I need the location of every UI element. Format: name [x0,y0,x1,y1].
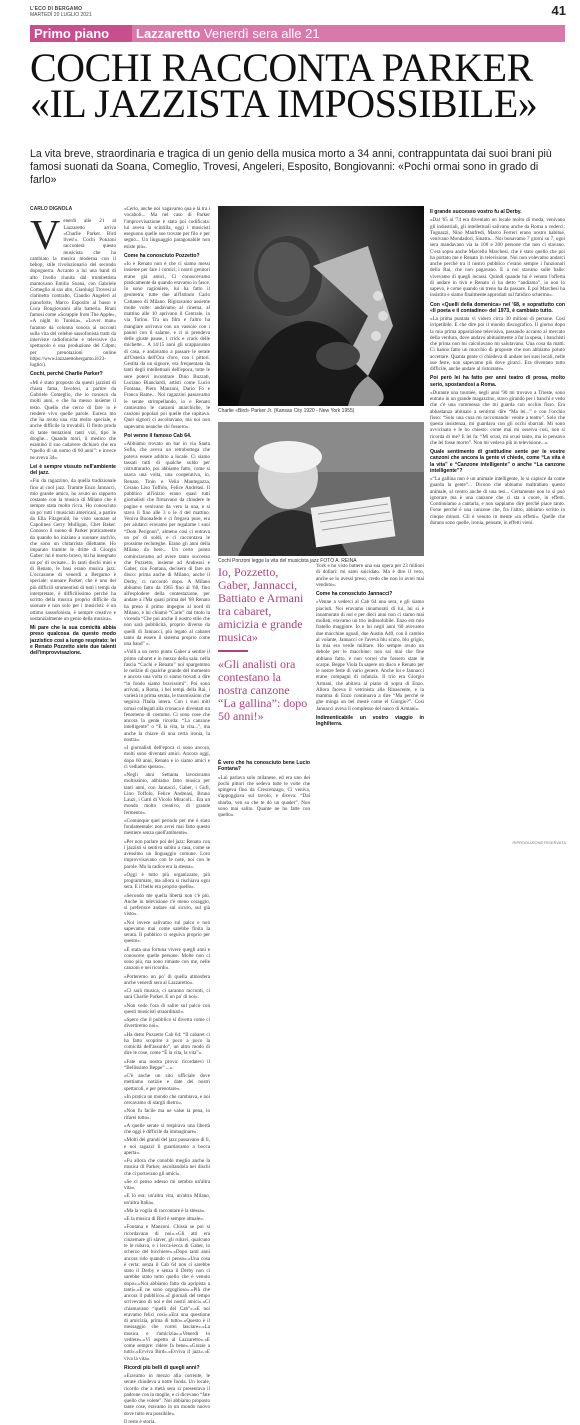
headline [30,45,565,126]
answer: «La prima puntata vi videro circa 30 milioni di persone. Così irripetibile. E che dire poi il mondo discografico. Il giorno dopo la mia prima apparizione televisiva, passando accanto al mercato della verdura, dove andavo abitualmente a far la spesa, i banchisti che prima non mi calcolavano mi salutavano. Una cosa da matti. Ci hanno fatto un mucchio di proposte che non abbiamo potuto accettare. Quanta gente ci chiedeva di andare nei suoi locali, nelle sue feste, non sapevamo più dove girarci. Era diventato tutto difficile, anche andare al ristorante». [430,316,565,372]
answer: «Abbiamo trovato un bar in via Santa Sofia, che aveva un retrobottega che poteva essere adibito a locale. Ci siamo tassati tutti di qualche soldo per ristrutturarlo, poi abbiamo fatto, come si usava una volta, una cooperativa, io, Renato, Tinin e Velia Mantegazza, Cerano Liso Toffolo, Felice Andreasi. Il pubblico all'inizio erano quasi tutti giornalisti che firmavano da chiudere le pagine e venivano da vero la una, e si stava lì fino alle 3 o le 4 del mattino. Veniva Buonafede e ci fregava pure, era per aiutarci eravamo per regalarne i suoi “Dom Perignon”, almeno così ci entrava un po' di soldi, e ci raccontava le prossime recluteghe. Erano gli anni della Milano da bere... Un certo punto cominciavamo ad avere tanto successo che Pozzetto, insieme ad Andreasi e Gaber, con Fontana, decisero di fare un disco: prima anche di Milano, anche il Derby, ci raccontò dopo. A Milano abbiamo fatto da 1965 fino al '68, fino all'esplodere della contestazione, per andare a l'Ma quasi prima del '68 Renato ha preso il primo impegno al nord di Milano, e lui chiamò “Carie” dal titolo la vicenda “Che poi anche il nostro stile che non sarà pubblicità, proprio diverso da quelli di Jannacci, più legato al cabaret tanto da essere il sistema proprio come una band” ». [124,441,210,647]
question: Come ha conosciuto Jannacci? [316,591,393,597]
answer: Il resto è storia. [124,1418,156,1425]
answer: «Se ci penso adesso mi sembra un'altra vita». [124,1178,210,1191]
answer: «Per non parlare poi del jazz: Renato con i jazzisti si sentiva subito a casa, come se avessimo un linguaggio comune. Loro improvvisavano con le note, noi con le parole. Ma la radice era la stessa». [124,838,210,870]
article-column-3 [430,206,565,836]
answer: «Dal '65 al '74 era diventato un locale molto di moda, venivano gli industriali, gli intellettuali salivano anche da Roma a vederci: Tognazzi, Nino Manfredi, Marco Ferreri erano nostro habitué, venivano Mondadori, Sinatra... Noi bonavamo 7 giorni su 7, ogni sera mandavano via la 100 e 200 persone che non ci stavano. C'era sopra anche Marcello Marchesi, che è stato quello che poi ha portato me e Renato in televisione. Noi non volevamo andarci anche perché tra il nostro pubblico c'erano sempre i funzionari della Rai, che non pagavano. E a noi stavano sulle balle: vivevamo di quegli incassi. Quindi quando lui è venuto l'offerta di andare in tivù e Renato ci ha detto “andiamo”, io non lo sapevo, è come quando un treno ha da passare. E poi Marchesi ha insistito e siamo finalmente approdati sul fatidico schermo». [430,217,565,299]
answer: «Ma la voglia di raccontare è la stessa». [124,1207,206,1214]
deck: La vita breve, straordinaria e tragica di un genio della musica morto a 34 anni, contrappuntata dai suoi brani più famosi suonati da Soana, Comeglio, Trovesi, Angeleri, Esposito, Bongiovanni: «Pochi ormai sono in grado di farlo» [30,148,552,186]
answer: «Comunque quel periodo per me è stato fondamentale: non avrei mai fatto questo mestiere senza quell'ambiente». [124,817,210,837]
answer: «È stata una fortuna vivere quegli anni e conoscere quelle persone. Molte non ci sono più, ma sono rimaste con me, nelle canzoni e nei ricordi». [124,946,210,972]
question: Il grande successo vostro fu al Derby. [430,209,522,215]
answer: «A quelle serate si respirava una libertà che oggi è difficile da immaginare». [124,1122,210,1135]
answer: «I giornalisti dell'epoca ci sono ancora, molti sono diventati amici. Ancora oggi, dopo 60 anni, Renato e io siamo amici e ci vediamo spesso». [124,745,210,770]
byline: CARLO DIGNOLA [30,206,73,212]
article-column-4 [316,563,424,833]
pull-quote-2: «Gli analisti ora contestano la nostra canzone “La gallina”: dopo 50 anni!» [218,657,308,723]
answer: «Volli a un certo punto Gaber a sentire il primo cabaret e in mezzo della sala: nella fascia “Cochi e Renato” noi spargemmo le notizie di qualche grande del momento e ancora una volta ci siamo trovati a dire “in fondo siamo bravissimi”. Poi sono arrivati, a Roma, i bei tempi della Rai, i varietà in prima serata, le trasmissioni che seguiva l'Italia intera. Con i suoi miti ormai collegati alla cronaca e diventati un fenomeno di costume. Ci sono cose che ancora la gente ricorda: “La canzone intelligente” o “E la vita, la vita...”, ma anche la chiave di una certa ironia, la nostra». [124,649,210,743]
answer: «In pratica un mondo che cambiava, e noi cercavamo di stargli dietro». [124,1093,210,1106]
question: Lei è sempre vissuto nell'ambiente del jazz. [30,463,116,476]
answer: «C'è anche un sito ufficiale dove mettiamo notizie e date dei nostri spettacoli, e per prenotare». [124,1073,210,1092]
section-tag [132,25,565,42]
reader-photo [218,422,424,556]
answer: «Porteremo un po' di quella atmosfera anche venerdì sera al Lazzaretto». [124,973,210,986]
headline-line1: COCHI RACCONTA PARKER [30,45,533,90]
answer: «Ha detto Pozzetto Cab 64: “Il cabaret ci ha fatto scoprire a poco a poco la comicità dell'assurdo”, un altro modo di dire le cose, come “È la vita, la vita”». [124,1031,210,1057]
answer: «Non vedo l'ora di salire sul palco con questi musicisti straordinari». [124,1002,210,1015]
tag-when: Venerdì sera alle 21 [203,26,320,41]
answer: «“La gallina non è un animale intelligente, lo si capisce da come guarda la gente”... Dicono che abbiamo maltrattato questo animale, al centro anche di una tesi... Certamente non lo si può ignorare ma è una canzone che ci sta a cuore, in effetti. Continuiamo a cantarla, e non sappiamo dire perché piace tanto. Forse perché è una canzone che, fra l'altro, abbiamo scritto in cinque minuti. Gli è venuto in mente «in effetti». Quelle che durano sono quelle, ironia, pensate, in effetti vieni. [430,476,565,526]
question: Con «Quelli della domenica» nel '68, e soprattutto con «Il poeta e il contadino» del 1973, è cambiato tutto. [430,301,565,314]
question: Poi però lei ha fatto per anni teatro di prosa, molto serio, spostandosi a Roma. [430,375,565,388]
drop-cap: V [30,213,61,260]
answer: «Fontana e Manzoni. Chissà se poi si ricordavano di noi».«Gli atti era cinzemare gli slaver, gli rubavi, qualcuno te le rubava, e i lecca-lecca di Gaber, lo scherzo del bicchiere».«Dopo tanti anni ancora rido quando ci penso».«Una cosa è certa: senza il Cab 64 non ci sarebbe stato il Derby e senza il Derby non ci sarebbe stato tutto quello che è venuto dopo».«Noi abbiamo fatto da apripista a tanti».«E ne sono orgoglioso».«Più che ancora il pubblico».«I giornali del tempo scrivevano di noi e dei nostri amici».«Ci chiamavano “quelli del Cab”».«E noi eravamo felici così».«Era una questione di amicizia, prima di tutto».«Questo è il messaggio che vorrei lasciare».«La musica e l'amicizia».«Venerdì lo vedrete».«Vi aspetto al Lazzaretto».«E come sempre: ridere fa bene».«Grazie a tutti».«Evviva Bird».«Evviva il jazz».«E viva la vita». [124,1224,210,1362]
answer: «Spero che il pubblico si diverta come ci divertiremo noi». [124,1017,210,1030]
answer: «Eravamo in mezzo alla corrente, le serate chiudeva a notte fonda. Un locale, ricordo che a metà sera si presentava il padrone con la moglie, e ci dicevano “fate quello che volete”. Noi abbiamo proposto tante cose, eravamo in un mondo nuovo dove tutto era possibile». [124,1373,210,1417]
question: Mi pare che la sua comicità abbia preso qualcosa da questo modo jazzistico così a lungo respirato: lei e Renato Pozzetto siete due talenti dell'improvvisazione. [30,625,116,656]
answer: «Io e Renato non è che ci siamo messi insieme per fare i comici; i nostri genitori erano già amici, Ci conoscevamo praticamente da quando eravamo in fasce. Io sono ragioniere, lui ha fatto il geometra; tutte due all'Istituto Carlo Cattaneo di Milano. Rigiravamo assieme molte volte: andavamo al cinema, al mattino alle 10 aprivano il Centrale, in via Torino. Tra un film e l'altro ha mangiare arrivava con un vassoio con i panini con il salame, e ci si prendeva delle giuste pause, i crick e crack delle michette... A 14/15 anni gli scappavamo di casa, e andavamo a passare le serate all'Osteria dell'Oca d'oro, con i pittori. Gestita da un signore, era frequentata da tanti degli intellettuali dell'epoca, tutte le sere potevi incontrare Dino Buzzati, Luciano Bianciardi, artisti come Lucio Fontana, Piero Manzoni, Dario Fo e Franco Rame... Noi ragazzini passavamo le serate strimpellando, io e Renato cantavamo le canzoni anarchiche, le canzoni popolari poi quelle che capitava. Quei signori ci ascoltavano, ma noi non sapevamo neanche chi fossero». [124,261,210,430]
question: Poi venne il famoso Cab 64. [124,432,192,439]
section-bar [30,25,565,42]
newspaper-name: L'ECO DI BERGAMO [30,6,83,12]
answer: «Ci sarà musica, ci saranno racconti, ci sarà Charlie Parker. E un po' di noi». [124,988,210,1001]
masthead [30,6,92,18]
photo-charlie-parker [218,206,424,406]
answer: «Durante una tournée, negli anni '90 mi trovavo a Trieste, sono entrato in un grande magazzino, stavo girando per i banchi e vedo che c'è una commessa che mi guarda con occhio fisso. Era abbastanza abituato a sentirmi dire “Ma lei...” e con l'occhio fisso: “Solo una cosa mi raccomando: venite a teatro”. Solo che questa insistenza, mi guardava con gli occhi sbarrati. Mi sono avvicinato e le ho chiesto: come mai mi osserva così, non si ricorda di me? E lei fa: “Mi scusi, mi scusi tanto, ma io pensavo che lei fosse morto”. Non mi vedeva più in televisione...». [430,389,565,446]
answer: «Lui parlava solo milanese, ed era uno dei pochi pittori che sedeva tutte le volte che spingeva fino da Crescenzago, Ci veniva, s'appoggiava sul tavolo, e diceva: “Dai sbarba, ven su che te dò un quader”. Non sono mai salito. Quante ne ho fatte con quello». [218,774,310,818]
article-column-1 [30,206,116,836]
article-column-pull [218,760,310,820]
answer: «Secondo me quella libertà non c'è più. Anche in televisione c'è meno coraggio, si preferisce andare sul sicuro, sul già visto». [124,892,210,918]
answer: «Fin da ragazzino, da quella tradizionale fino al cool jazz. Tramite Enzo Jannacci, mio grande amico, ho avuto un rapporto costante con la musica di Milano che è sempre stata molto ricca. Ho conosciuto un po' tutti i musicisti americani, a partire da Ella Fitzgerald, ho visto suonare al Capolinea Gerry Mulligan, Chet Baker. Conosco il suono di Parker praticamente da quando ho iniziato a suonare anch'io, che sono un chitarrista dilettante. Ho imparato tramite le dritte di Giorgio Gaber: lui è morto bravo, mi ha insegnato un po' di swisate... In tanti dischi miei e di Renato, le basi erano musica jazz. L'occasione di venerdì a Bergamo è speciale: suonare Parker, che è uno dei più difficili strumentisti di tutti i tempi da interpretare, è difficilissimo perché ha scritto della musica proprio difficile da suonare e non solo per i musicisti: è un ottimo sassofonista, è sempre creativo e sostanzialmente un genio della musica». [30,478,116,622]
answer: «Fate una nostra prova: ricordatevi il “Bellissimo Beppe” ...». [124,1058,210,1071]
answer: «Negli anni Settanta lavoravamo moltissimo, abbiamo fatto musica per tanti anni, con Jannacci, Gaber, i Gufi, Lino Toffolo, Felice Andreasi, Bruno Lauzi, i Gatti di Vicolo Miracoli... Era un mondo molto creativo, di grande fermento». [124,772,210,816]
answer: «Venne a vederci al Cab 64 una sera, e gli siamo piaciuti. Noi eravamo innamorati di lui, lui si è innamorato di noi e per dieci anni non ci siamo mai mollati, eravamo un trio indissolubile. Enzo era mio fratello maggiore. Io e lui negli anni '60 avevamo due macchine uguali, due Austin A40, con il cambio al volante, Jannacci ce l'aveva blu scuro, blu grigio, la mia era verde militare. Ho sempre avuto un debole per le macchine: non sai mai che fine abbiano fatto, e non vorrei che fossero state le scarpe. Beppe Viola fa sapere un disco e Renato per le nostre feste di vario genere. Anche lui e Jannacci erano compagni di infanzia. Il trio era Giorgio Armani, che abitava al piano di sopra di Enzo. Allora faceva il vetrinista alla Rinascente, e la mamma di Enzo continuava a dire “Ma perché te ghe minga un bel mestè come el Giorgio?”. Così Jannacci aveva il complesso del nasco di Armani». [316,599,424,712]
photo-credit: FOTO A. REINA [320,558,357,564]
answer: «E la musica di Bird è sempre attuale». [124,1216,205,1222]
question: Quale sentimento di gratitudine sente per le vostre canzoni che ancora la gente vi chiede, come “La vita è la vita” e “Canzone intelligente” o anche “La canzone intelligente”? [430,449,565,474]
answer: «Non fu facile ma ne valse la pena, lo rifarei tutto». [124,1108,210,1121]
article-column-2 [124,206,210,1425]
caption-text: Cochi Ponzoni legge la vita del musicista jazz [218,558,319,564]
question: Come ha conosciuto Pozzetto? [124,252,200,259]
answer: York e ho visto battere una sua opera per 23 milioni di dollari: mi sarei suicidato. Ma è dire il vero, anche se lo avessi preso, credo che non lo avrei mai venduto». [316,563,424,588]
intro-paragraph [30,213,116,368]
answer: «Molti dei grandi del jazz passavano di lì, e noi ragazzi li guardavamo a bocca aperta». [124,1137,210,1156]
intro-text: enerdì alle 21 al Lazzaretto arriva «Charlie Parker. Bird lives!». Cochi Ponzoni racconterà questo musicista che ha cambiato la musica moderna con il bebop, stile rivoluzionario del secondo dopoguerra. Accanto a lui una band di alto livello riunita dal trombettista mantovano Emilio Soana, con Gabriele Comeglio al sax alto, Gianluigi Trovesi al clarinetto contralto, Claudio Angeleri al pianoforte, Marco Esposito al basso e Luca Bongiovanni alla batteria. Brani famosi come «Scrapple from The Apple», «A night in Tunisia», «Lover man» faranno da colonna sonora ai racconti sulla vita del celebre sassofonista tratti da interviste radiofoniche e televisive (lo spettacolo è una produzione del Cdpm; per prenotazioni online https://www.lazzarettobergamo.it/23-luglio/). [30,218,116,368]
saxophonist-photo [218,206,424,406]
divider [218,650,248,652]
answer: «Oggi è tutto più organizzato, più programmato, ma allora si rischiava ogni sera. E il bello era proprio quello». [124,871,210,891]
photo-cochi-ponzoni [218,422,424,556]
section-name: Primo piano [34,26,110,41]
answer: «Fu allora che conobbi meglio anche la musica di Parker, ascoltandola nei dischi che ci portavano gli amici». [124,1158,210,1177]
question: Cochi, perché Charlie Parker? [30,371,103,378]
issue-date: MARTEDÌ 20 LUGLIO 2021 [30,12,92,18]
question: È vero che ha conosciuto bene Lucio Fontana? [218,760,310,773]
answer: «E lo era: un'altra vita, un'altra Milano, un'altra Italia». [124,1193,210,1206]
answer: «Certo, anche noi vagavamo qua e là tra i vocaboli... Ma nel caso di Parker l'improvvisazione è stata poi codificata: lui aveva la scintilla, oggi i musicisti eseguono quelle sue trovate per filo e per segno... Un linguaggio paragonabile non esiste più». [124,206,210,250]
question: Ricordi più belli di quegli anni? [124,1364,200,1371]
pull-quotes [218,566,310,723]
question: Indimenticabile un vostro viaggio in Inghilterra. [316,714,424,727]
photo-caption: Charlie «Bird» Parker Jr. (Kansas City 1920 - New York 1955) [218,408,355,414]
copyright-note: RIPRODUZIONE RISERVATA [512,840,566,845]
tag-venue: Lazzaretto [136,26,201,41]
answer: «Noi invece salivamo sul palco e non sapevamo mai come sarebbe finita la serata. Il pubblico ci seguiva proprio per questo». [124,919,210,945]
page-number: 41 [551,3,566,18]
headline-line2: «IL JAZZISTA IMPOSSIBILE» [30,81,538,126]
pull-quote-1: Io, Pozzetto, Gaber, Jannacci, Battiato e Armani tra cabaret, amicizia e grande musica» [218,565,304,644]
answer: «Mi è stato proposto da questi jazzisti di chiara fama, favolosi, a partire da Gabriele Comeglio, che io conosco da molti anni, e che ha messo insieme il testo. Quello che cerco di fare io è rendere vivo quelle parole. Eureca mo che ha avuto una vita molto speciale, e anche difficile la trovabili. Il finito proda di tante tentazioni tanti vizi, tipo le droghe... Quando morì, il medico che esaminò il suo cadavere dichiarò che era “quello di un uomo di 60 anni”: e invece ne aveva 34». [30,379,116,461]
